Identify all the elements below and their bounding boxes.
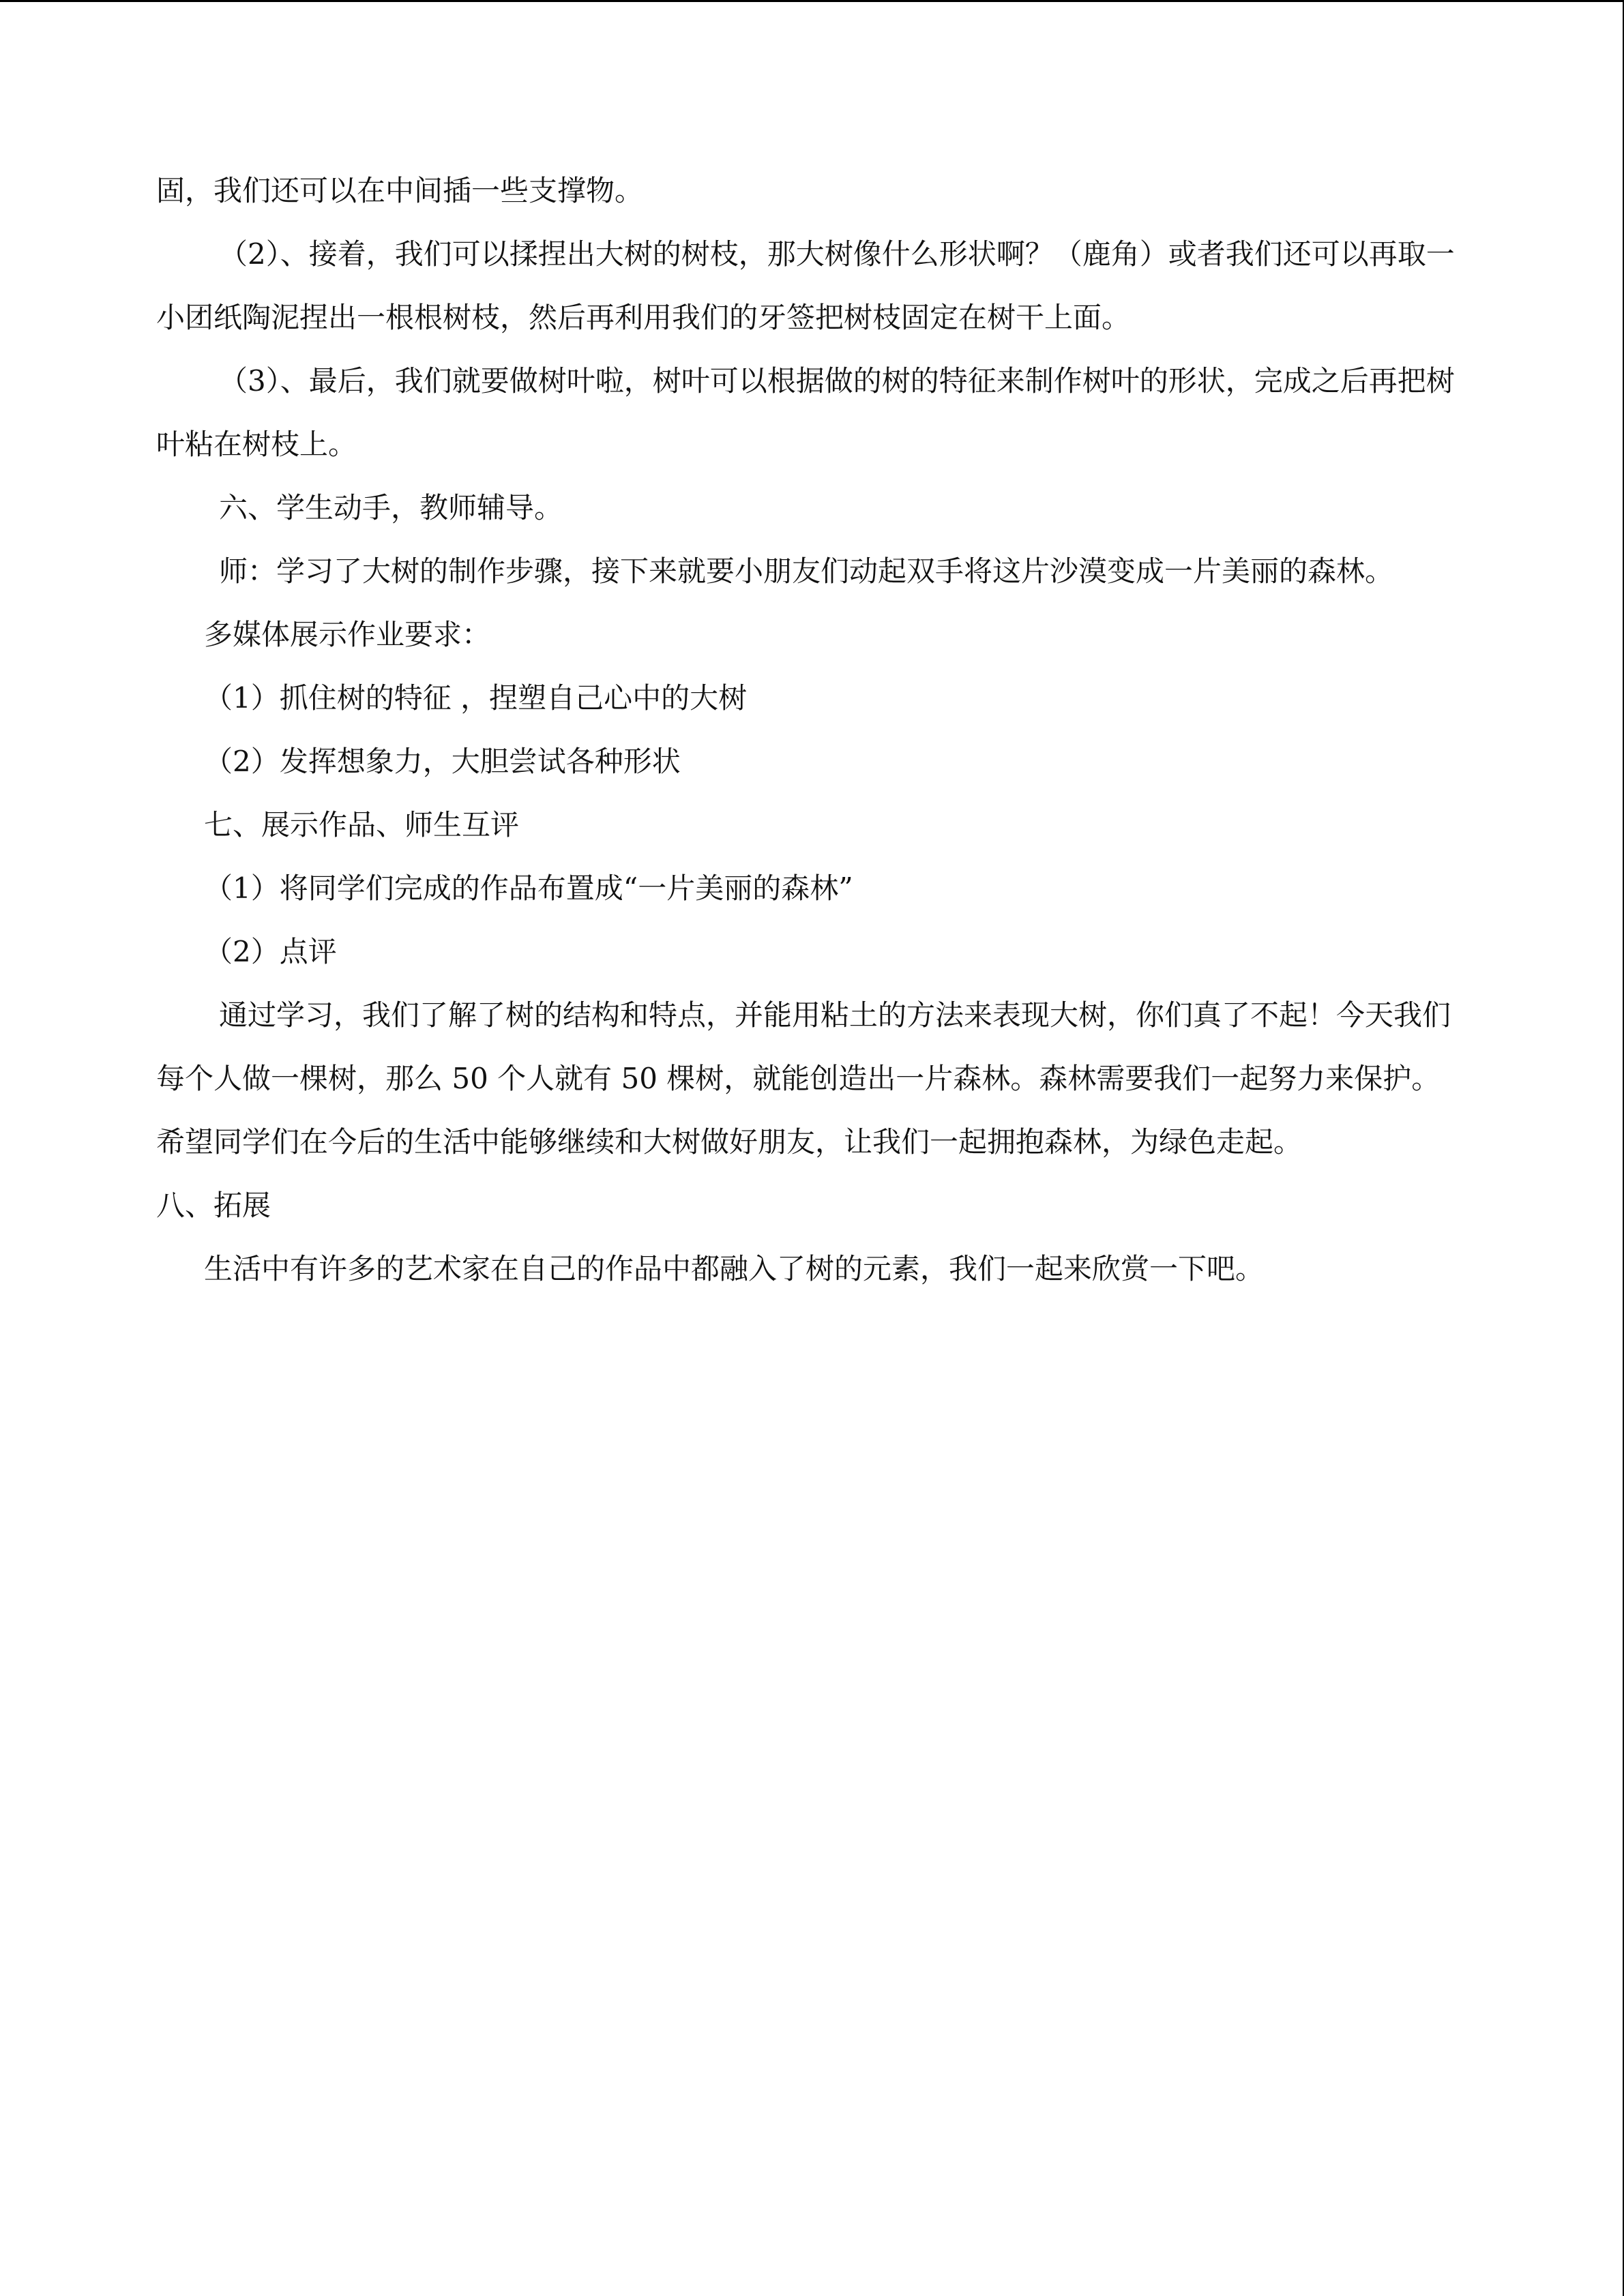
requirement-item-2: （2）发挥想象力，大胆尝试各种形状: [204, 745, 681, 778]
section-heading-6: 六、学生动手，教师辅导。: [219, 491, 563, 524]
paragraph-2: （2）、接着，我们可以揉捏出大树的树枝，那大树像什么形状啊？（鹿角）或者我们还可以再取一小团纸陶泥捏出一根根树枝，然后再利用我们的牙签把树枝固定在树干上面。: [156, 237, 1455, 334]
document-body: [156, 159, 1466, 1300]
section-heading-8: 八、拓展: [156, 1189, 271, 1222]
review-item-1: （1）将同学们完成的作品布置成“一片美丽的森林”: [204, 871, 853, 905]
paragraph-teacher: 师：学习了大树的制作步骤，接下来就要小朋友们动起双手将这片沙漠变成一片美丽的森林。: [219, 554, 1394, 588]
paragraph-summary: 通过学习，我们了解了树的结构和特点，并能用粘土的方法来表现大树，你们真了不起！今天我们每个人做一棵树，那么 50 个人就有 50 棵树，就能创造出一片森林。森林需要我们一起努力来保护。希望同学们在今后的生活中能够继续和大树做好朋友，让我们一起拥抱森林，为绿色走起。: [156, 998, 1451, 1159]
requirement-item-1: （1）抓住树的特征 ，捏塑自己心中的大树: [204, 681, 748, 715]
paragraph-extension: 生活中有许多的艺术家在自己的作品中都融入了树的元素，我们一起来欣赏一下吧。: [204, 1252, 1265, 1285]
paragraph-requirements-title: 多媒体展示作业要求：: [204, 618, 491, 651]
paragraph-1: 固，我们还可以在中间插一些支撑物。: [156, 174, 644, 207]
section-heading-7: 七、展示作品、师生互评: [204, 808, 520, 841]
review-item-2: （2）点评: [204, 935, 337, 968]
paragraph-3: （3）、最后，我们就要做树叶啦，树叶可以根据做的树的特征来制作树叶的形状，完成之后再把树叶粘在树枝上。: [156, 364, 1455, 461]
